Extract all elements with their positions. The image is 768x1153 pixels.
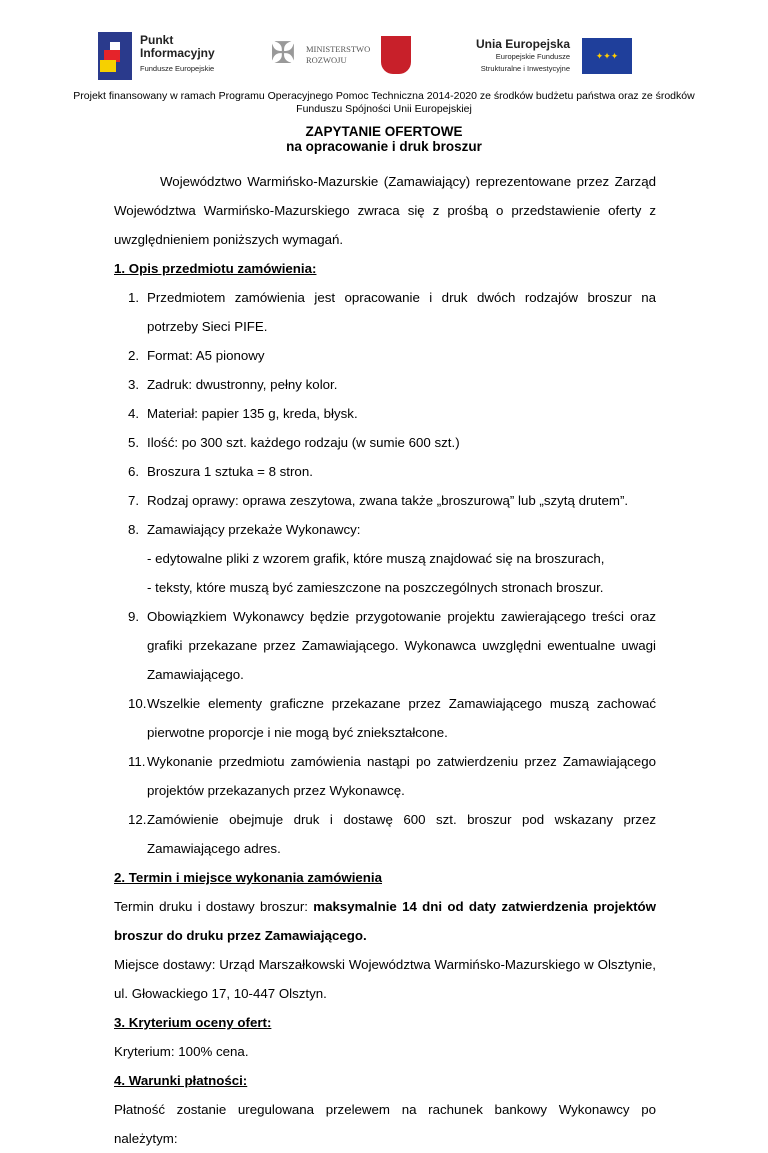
requirements-list	[114, 283, 656, 863]
item-text: Zamówienie obejmuje druk i dostawę 600 szt. broszur pod wskazany przez Zamawiającego adres.	[147, 812, 656, 856]
list-item	[114, 428, 656, 457]
pife-line3: Fundusze Europejskie	[140, 64, 215, 73]
pife-logo-text	[140, 34, 215, 75]
item-number: 6.	[128, 464, 140, 479]
item-number: 10.	[128, 696, 147, 711]
item-number: 7.	[128, 493, 140, 508]
list-item	[114, 341, 656, 370]
list-item	[114, 283, 656, 341]
item-number: 3.	[128, 377, 140, 392]
pife-logo-icon	[98, 32, 132, 80]
section-2-heading: 2. Termin i miejsce wykonania zamówienia	[114, 870, 383, 885]
section-4-heading: 4. Warunki płatności:	[114, 1073, 248, 1088]
eu-logo-text	[440, 38, 570, 74]
list-item	[114, 805, 656, 863]
voivodeship-coat-of-arms-icon	[381, 36, 411, 74]
item-text: Materiał: papier 135 g, kreda, błysk.	[147, 406, 358, 421]
section-3-heading: 3. Kryterium oceny ofert:	[114, 1015, 272, 1030]
pife-line2: Informacyjny	[140, 46, 215, 60]
item-text: Zadruk: dwustronny, pełny kolor.	[147, 377, 338, 392]
item-text: Wykonanie przedmiotu zamówienia nastąpi po zatwierdzeniu przez Zamawiającego projektów przekazanych przez Wykonawcę.	[147, 754, 656, 798]
sub-item: - teksty, które muszą być zamieszczone na poszczególnych stronach broszur.	[147, 580, 604, 595]
ministry-line1: MINISTERSTWO	[306, 44, 371, 54]
eu-line2: Europejskie Fundusze	[495, 52, 570, 61]
item-number: 4.	[128, 406, 140, 421]
place-paragraph: Miejsce dostawy: Urząd Marszałkowski Województwa Warmińsko-Mazurskiego w Olsztynie, ul. Głowackiego 17, 10-447 Olsztyn.	[114, 957, 656, 1001]
document-body	[114, 167, 656, 1153]
term-paragraph	[114, 892, 656, 950]
intro-paragraph: Województwo Warmińsko-Mazurskie (Zamawiający) reprezentowane przez Zarząd Województwa Warmińsko-Mazurskiego zwraca się z prośbą o przedstawienie oferty z uwzględnieniem poniższych wymagań.	[114, 174, 656, 247]
list-item	[114, 399, 656, 428]
term-label: Termin druku i dostawy broszur:	[114, 899, 314, 914]
item-text: Wszelkie elementy graficzne przekazane przez Zamawiającego muszą zachować pierwotne proporcje i nie mogą być zniekształcone.	[147, 696, 656, 740]
list-item	[114, 457, 656, 486]
title-line2: na opracowanie i druk broszur	[286, 139, 482, 154]
item-number: 8.	[128, 522, 140, 537]
item-number: 1.	[128, 290, 140, 305]
item-text: Format: A5 pionowy	[147, 348, 265, 363]
item-number: 9.	[128, 609, 140, 624]
criterion-text: Kryterium: 100% cena.	[114, 1044, 249, 1059]
term-value: maksymalnie 14 dni od daty zatwierdzenia projektów broszur do druku przez Zamawiającego.	[114, 899, 656, 943]
sub-item: - edytowalne pliki z wzorem grafik, które muszą znajdować się na broszurach,	[147, 551, 605, 566]
item-text: Obowiązkiem Wykonawcy będzie przygotowanie projektu zawierającego treści oraz grafiki przekazane przez Zamawiającego. Wykonawca uwzględni ewentualne uwagi Zamawiającego.	[147, 609, 656, 682]
section-1-heading: 1. Opis przedmiotu zamówienia:	[114, 261, 317, 276]
item-text: Broszura 1 sztuka = 8 stron.	[147, 464, 313, 479]
list-item	[114, 602, 656, 689]
list-item	[114, 747, 656, 805]
eu-line1: Unia Europejska	[475, 37, 570, 51]
item-number: 5.	[128, 435, 140, 450]
item-text: Przedmiotem zamówienia jest opracowanie i druk dwóch rodzajów broszur na potrzeby Sieci PIFE.	[147, 290, 656, 334]
list-item	[114, 515, 656, 602]
item-text: Rodzaj oprawy: oprawa zeszytowa, zwana także „broszurową” lub „szytą drutem”.	[147, 493, 629, 508]
ministry-line2: ROZWOJU	[306, 55, 347, 65]
list-item	[114, 370, 656, 399]
item-number: 11.	[128, 754, 146, 769]
item-text: Zamawiający przekaże Wykonawcy:	[147, 522, 361, 537]
list-item	[114, 689, 656, 747]
ministry-logo-text	[306, 44, 370, 66]
list-item	[114, 486, 656, 515]
payment-text: Płatność zostanie uregulowana przelewem na rachunek bankowy Wykonawcy po należytym:	[114, 1102, 656, 1146]
logo-bar	[98, 30, 668, 82]
item-number: 12.	[128, 812, 147, 827]
funding-note: Projekt finansowany w ramach Programu Operacyjnego Pomoc Techniczna 2014-2020 ze środków budżetu państwa oraz ze środków Funduszu Spójności Unii Europejskiej	[73, 90, 695, 115]
eu-flag-icon: ✦✦✦	[582, 38, 632, 74]
eagle-emblem-icon: ✠	[270, 37, 296, 70]
pife-line1: Punkt	[140, 33, 174, 47]
item-text: Ilość: po 300 szt. każdego rodzaju (w sumie 600 szt.)	[147, 435, 460, 450]
eu-line3: Strukturalne i Inwestycyjne	[480, 64, 570, 73]
item-number: 2.	[128, 348, 140, 363]
document-title	[60, 124, 708, 154]
title-line1: ZAPYTANIE OFERTOWE	[305, 124, 463, 139]
